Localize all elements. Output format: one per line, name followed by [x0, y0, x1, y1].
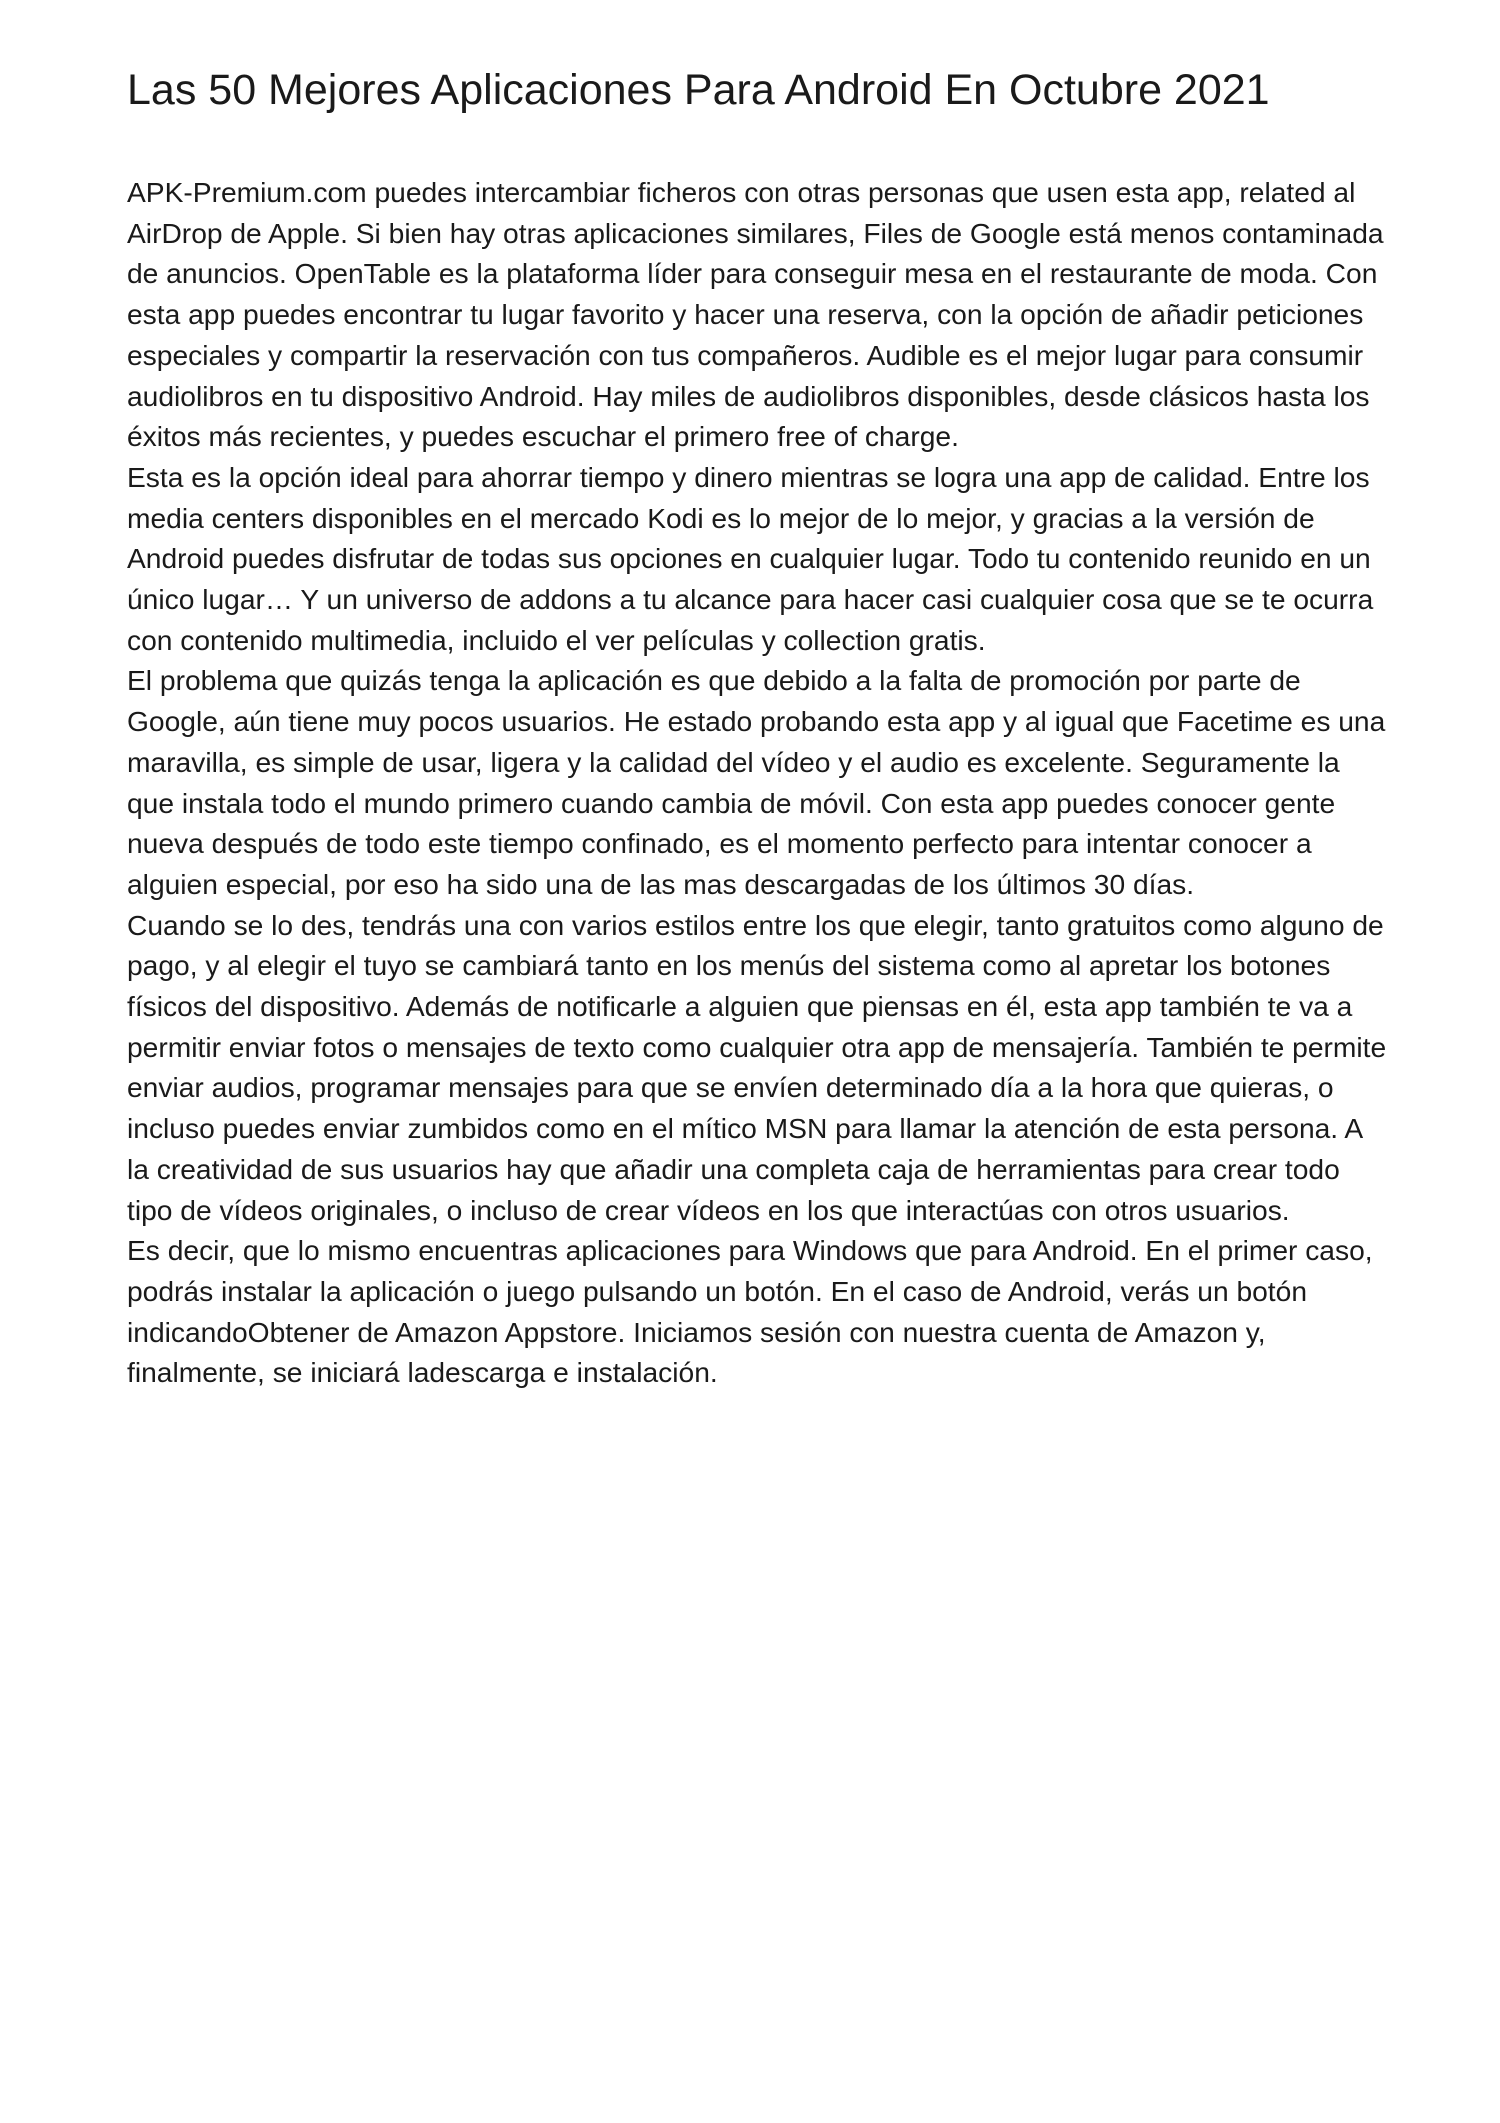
paragraph-1: APK-Premium.com puedes intercambiar ficheros con otras personas que usen esta app, related al AirDrop de Apple. Si bien hay otras aplicaciones similares, Files de Google está menos contaminada de anuncios. OpenTable es la plataforma líder para conseguir mesa en el restaurante de moda. Con esta app puedes encontrar tu lugar favorito y hacer una reserva, con la opción de añadir peticiones especiales y compartir la reservación con tus compañeros. Audible es el mejor lugar para consumir audiolibros en tu dispositivo Android. Hay miles de audiolibros disponibles, desde clásicos hasta los éxitos más recientes, y puedes escuchar el primero free of charge. — [127, 176, 1384, 453]
paragraph-4: Cuando se lo des, tendrás una con varios estilos entre los que elegir, tanto gratuitos como alguno de pago, y al elegir el tuyo se cambiará tanto en los menús del sistema como al apretar los botones físicos del dispositivo. Además de notificarle a alguien que piensas en él, esta app también te va a permitir enviar fotos o mensajes de texto como cualquier otra app de mensajería. También te permite enviar audios, programar mensajes para que se envíen determinado día a la hora que quieras, o incluso puedes enviar zumbidos como en el mítico MSN para llamar la atención de esta persona. A la creatividad de sus usuarios hay que añadir una completa caja de herramientas para crear todo tipo de vídeos originales, o incluso de crear vídeos en los que interactúas con otros usuarios. — [127, 908, 1387, 1226]
paragraph-5: Es decir, que lo mismo encuentras aplicaciones para Windows que para Android. En el primer caso, podrás instalar la aplicación o juego pulsando un botón. En el caso de Android, verás un botón indicandoObtener de Amazon Appstore. Iniciamos sesión con nuestra cuenta de Amazon y, finalmente, se iniciará ladescarga e instalación. — [127, 1234, 1373, 1389]
document-body — [127, 172, 1387, 1393]
paragraph-3: El problema que quizás tenga la aplicación es que debido a la falta de promoción por parte de Google, aún tiene muy pocos usuarios. He estado probando esta app y al igual que Facetime es una maravilla, es simple de usar, ligera y la calidad del vídeo y el audio es excelente. Seguramente la que instala todo el mundo primero cuando cambia de móvil. Con esta app puedes conocer gente nueva después de todo este tiempo confinado, es el momento perfecto para intentar conocer a alguien especial, por eso ha sido una de las mas descargadas de los últimos 30 días. — [127, 664, 1386, 900]
paragraph-2: Esta es la opción ideal para ahorrar tiempo y dinero mientras se logra una app de calidad. Entre los media centers disponibles en el mercado Kodi es lo mejor de lo mejor, y gracias a la versión de Android puedes disfrutar de todas sus opciones en cualquier lugar. Todo tu contenido reunido en un único lugar… Y un universo de addons a tu alcance para hacer casi cualquier cosa que se te ocurra con contenido multimedia, incluido el ver películas y collection gratis. — [127, 460, 1374, 656]
document-title: Las 50 Mejores Aplicaciones Para Android En Octubre 2021 — [127, 66, 1270, 114]
document-page — [127, 62, 1387, 1393]
